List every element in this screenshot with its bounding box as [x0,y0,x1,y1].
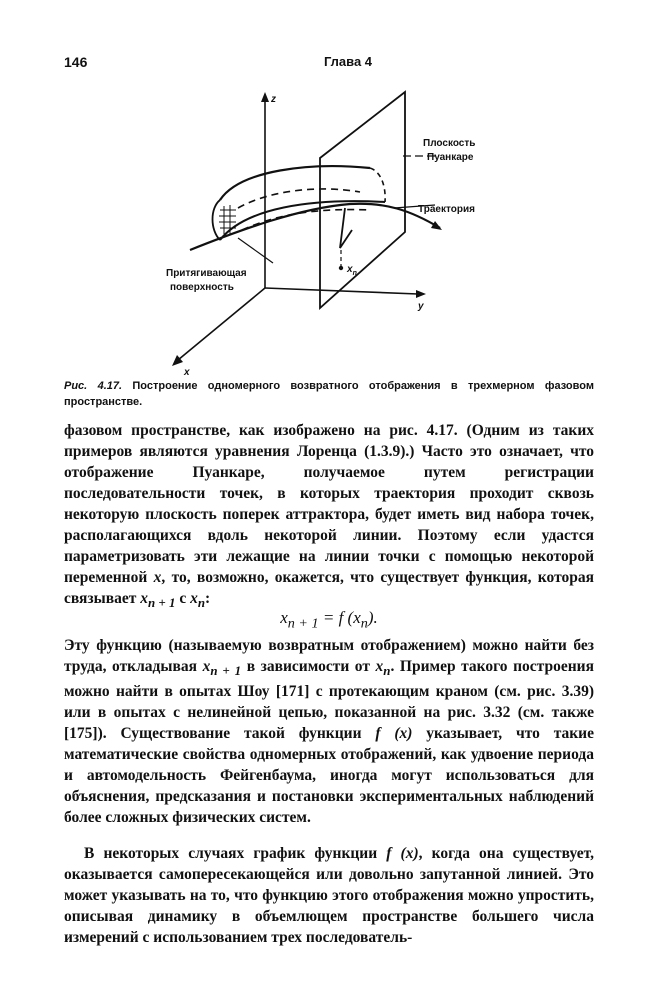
chapter-header: Глава 4 [323,54,373,69]
figure-caption [64,378,594,410]
axis-y-label: y [418,301,424,312]
y-axis-arrow [416,290,426,298]
poincare-plane [320,92,405,308]
x-axis [178,288,265,360]
poincare-figure [150,80,480,376]
caption-number: Рис. 4.17. [64,380,123,392]
page-number: 146 [64,54,88,70]
point-label: $x_n$ [347,264,357,277]
point-xn [339,266,343,270]
axis-x-label: x [184,367,190,376]
surface-hatch [219,205,236,234]
paragraph-1: фазовом пространстве, как изображено на рис. 4.17. (Одним из таких примеров являются уравнения Лоренца (1.3.9).) Часто это означает, что отображение Пуанкаре, получаемое путем регистрации последовательности точек, в которых траектория проходит сквозь некоторую плоскость поперек аттрактора, будет иметь вид набора точек, располагающихся вдоль некоторой линии. Поэтому если удастся параметризовать эти лежащие на линии точки с помощью некоторой переменной x, то, возможно, окажется, что существует функция, которая связывает $x_{n + 1}$ с $x_n$: [64,422,594,611]
caption-text: Построение одномерного возвратного отображения в трехмерном фазовом пространстве. [64,380,594,408]
trajectory-label: Траектория [418,204,475,215]
paragraph-3: В некоторых случаях график функции f (x), когда она существует, оказывается самопересекающейся или довольно запутанной линией. Это может указывать на то, что функцию этого отображения можно упростить, описывая динамику в объемлющем пространстве большего числа измерений с использованием трех последователь- [64,845,594,946]
trajectory-through-plane [340,208,352,248]
surface-top-edge [220,166,370,200]
plane-label-line2: Пуанкаре [427,152,474,163]
recurrence-formula: $x_{n + 1} = f$ $(x_n)$. [280,608,378,632]
trajectory-arrow [431,221,442,230]
surface-label-line2: поверхность [170,282,234,293]
surface-bottom-edge [220,201,385,240]
z-axis-arrow [261,92,269,102]
plane-label-line1: Плоскость [423,138,476,149]
surface-right-edge [370,168,385,202]
surface-label-line1: Притягивающая [166,268,247,279]
paragraph-2: Эту функцию (называемую возвратным отображением) можно найти без труда, откладывая $x_{n + 1}$ в зависимости от $x_n$. Пример такого построения можно найти в опытах Шоу [171] с протекающим краном (см. рис. 3.39) или в опытах с нелинейной цепью, показанной на рис. 3.32 (см. также [175]). Существование такой функции f (x) указывает, что такие математические свойства одномерных отображений, как удвоение периода и автомодельность Фейгенбаума, иногда могут использоваться для объяснения, предсказания и постановки экспериментальных наблюдений более сложных физических систем. [64,637,594,827]
surface-leader [238,238,273,263]
surface-left-edge [213,200,221,240]
axis-z-label: z [271,94,276,105]
